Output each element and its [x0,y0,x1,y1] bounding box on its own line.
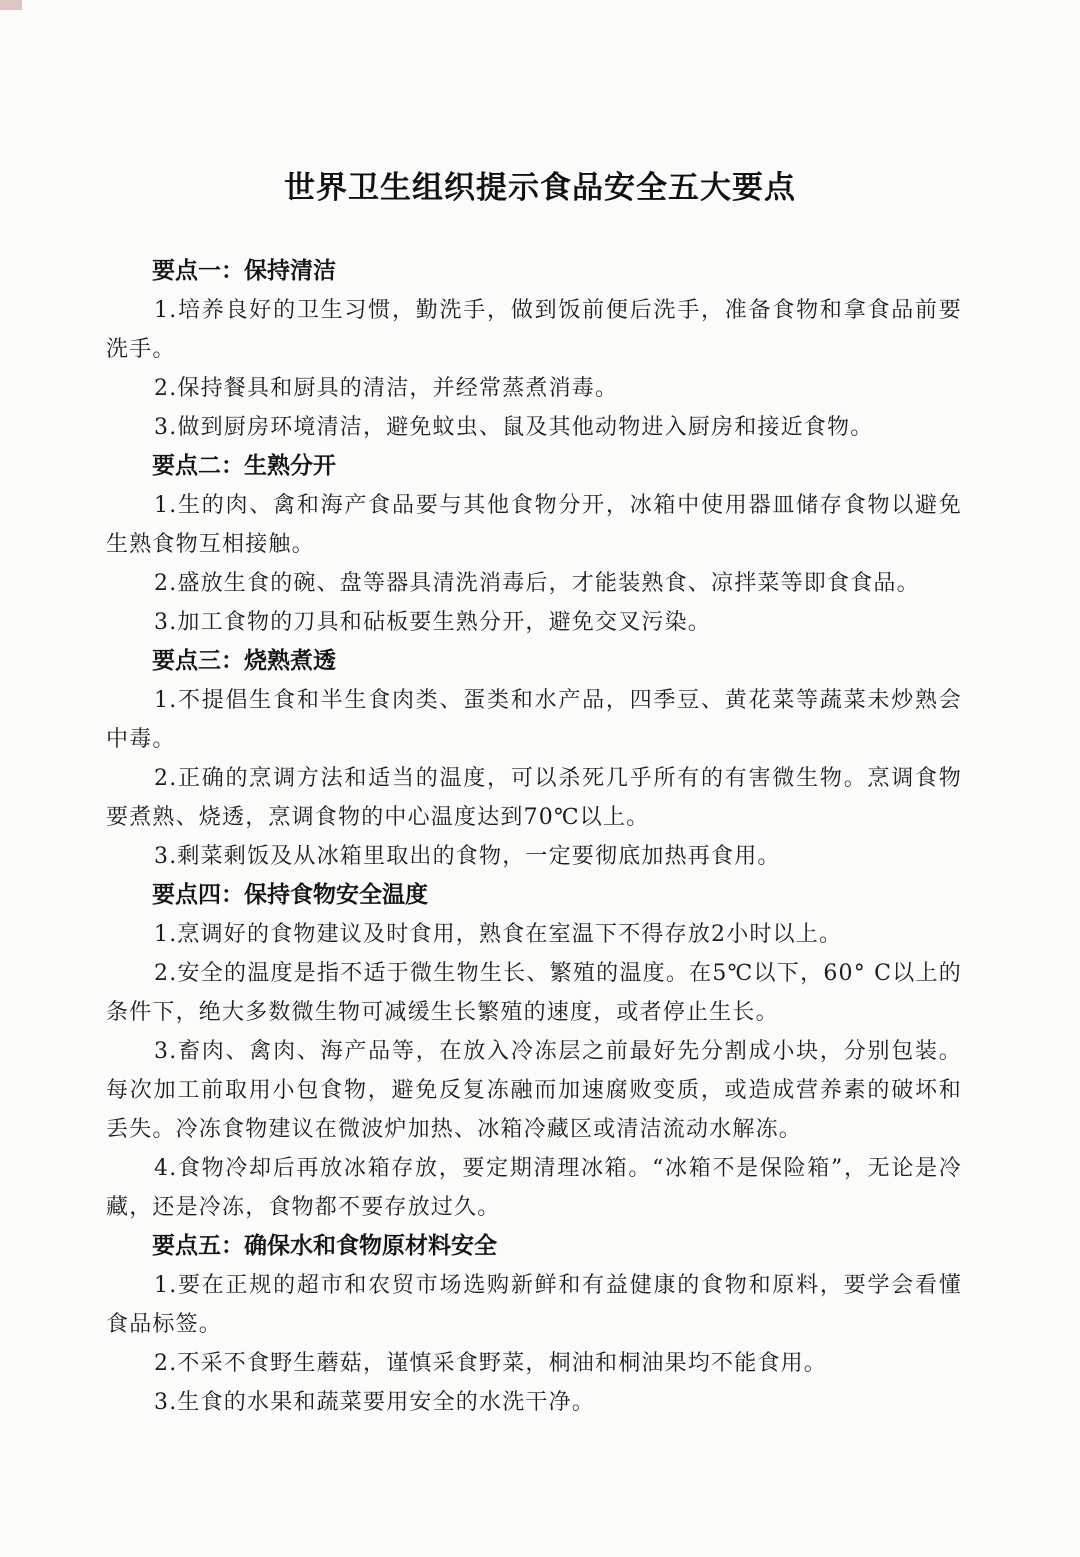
section-2 [106,447,962,642]
list-item: 1.培养良好的卫生习惯，勤洗手，做到饭前便后洗手，准备食物和拿食品前要洗手。 [106,298,962,362]
list-item: 3.做到厨房环境清洁，避免蚊虫、鼠及其他动物进入厨房和接近食物。 [154,415,874,440]
list-item: 3.生食的水果和蔬菜要用安全的水洗干净。 [154,1390,595,1415]
document-body [106,252,962,1422]
scan-corner-mark [0,0,22,10]
section-heading: 要点一：保持清洁 [152,258,336,284]
list-item: 1.烹调好的食物建议及时食用，熟食在室温下不得存放2小时以上。 [154,922,843,947]
list-item: 1.要在正规的超市和农贸市场选购新鲜和有益健康的食物和原料，要学会看懂食品标签。 [106,1273,962,1337]
section-heading: 要点二：生熟分开 [152,453,336,479]
list-item: 1.不提倡生食和半生食肉类、蛋类和水产品，四季豆、黄花菜等蔬菜未炒熟会中毒。 [106,688,962,752]
section-5 [106,1227,962,1422]
list-item: 3.加工食物的刀具和砧板要生熟分开，避免交叉污染。 [154,610,711,635]
section-4 [106,876,962,1227]
list-item: 2.盛放生食的碗、盘等器具清洗消毒后，才能装熟食、凉拌菜等即食食品。 [154,571,920,596]
list-item: 2.保持餐具和厨具的清洁，并经常蒸煮消毒。 [154,376,619,401]
section-heading: 要点三：烧熟煮透 [152,648,336,674]
list-item: 3.畜肉、禽肉、海产品等，在放入冷冻层之前最好先分割成小块，分别包装。每次加工前取用小包食物，避免反复冻融而加速腐败变质，或造成营养素的破坏和丢失。冷冻食物建议在微波炉加热、冰箱冷藏区或清洁流动水解冻。 [106,1039,962,1142]
section-3 [106,642,962,876]
list-item: 2.安全的温度是指不适于微生物生长、繁殖的温度。在5℃以下，60° C以上的条件下，绝大多数微生物可减缓生长繁殖的速度，或者停止生长。 [106,961,962,1025]
list-item: 1.生的肉、禽和海产食品要与其他食物分开，冰箱中使用器皿储存食物以避免生熟食物互相接触。 [106,493,962,557]
list-item: 2.不采不食野生蘑菇，谨慎采食野菜，桐油和桐油果均不能食用。 [154,1351,827,1376]
section-1 [106,252,962,447]
section-heading: 要点四：保持食物安全温度 [152,882,428,908]
section-heading: 要点五：确保水和食物原材料安全 [152,1233,497,1259]
list-item: 2.正确的烹调方法和适当的温度，可以杀死几乎所有的有害微生物。烹调食物要煮熟、烧透，烹调食物的中心温度达到70℃以上。 [106,766,962,830]
list-item: 4.食物冷却后再放冰箱存放，要定期清理冰箱。“冰箱不是保险箱”，无论是冷藏，还是冷冻，食物都不要存放过久。 [106,1156,962,1220]
document-title: 世界卫生组织提示食品安全五大要点 [284,170,796,206]
list-item: 3.剩菜剩饭及从冰箱里取出的食物，一定要彻底加热再食用。 [154,844,781,869]
